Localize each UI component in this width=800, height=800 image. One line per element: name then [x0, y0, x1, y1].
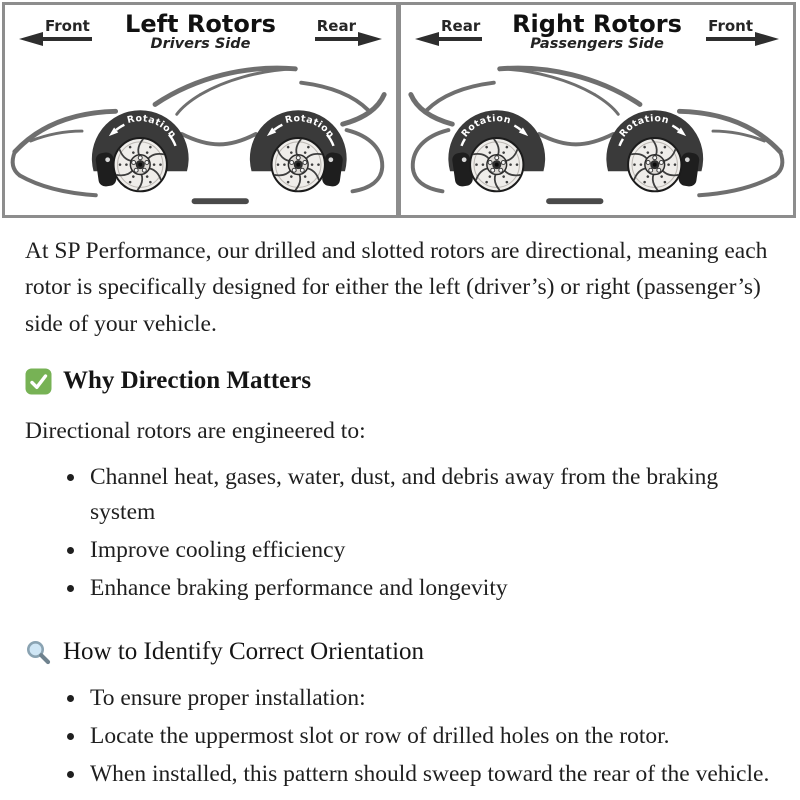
front-direction-label	[19, 18, 92, 41]
intro-paragraph: At SP Performance, our drilled and slotted rotors are directional, meaning each rotor is specifically designed for either the left (driver’s) or right (passenger’s) side of your vehicle.	[25, 238, 768, 337]
benefits-list	[25, 460, 776, 605]
section-title: Why Direction Matters	[63, 367, 312, 395]
direction-label-text: Front	[706, 18, 755, 41]
list-item: • To ensure proper installation:	[87, 681, 776, 716]
panel-title: Left Rotors	[125, 10, 276, 38]
panel-title: Right Rotors	[512, 10, 682, 38]
article-body	[0, 233, 800, 792]
list-item: • Enhance braking performance and longevity	[87, 571, 776, 606]
section-heading-why-direction-matters	[25, 367, 776, 395]
right-car-illustration	[401, 57, 790, 215]
direction-label-text: Rear	[315, 18, 358, 41]
left-car-illustration	[5, 57, 394, 215]
right-panel-header	[401, 5, 793, 57]
right-arrow-icon	[358, 32, 382, 46]
orientation-steps-list	[25, 681, 776, 791]
right-arrow-icon	[755, 32, 779, 46]
left-arrow-icon	[415, 32, 439, 46]
section-heading-identify-orientation	[25, 638, 776, 666]
panel-subtitle: Drivers Side	[150, 36, 251, 53]
rear-direction-label	[315, 18, 382, 41]
rear-direction-label	[415, 18, 482, 41]
left-rotors-panel	[2, 2, 399, 218]
check-mark-button-emoji-icon	[25, 368, 52, 395]
section-lead: Directional rotors are engineered to:	[25, 418, 366, 445]
list-item: • Locate the uppermost slot or row of drilled holes on the rotor.	[87, 719, 776, 754]
direction-label-text: Rear	[439, 18, 482, 41]
direction-label-text: Front	[43, 18, 92, 41]
right-rotors-panel	[399, 2, 796, 218]
panel-subtitle: Passengers Side	[530, 36, 664, 53]
rotor-direction-figure	[0, 0, 800, 218]
list-item: • When installed, this pattern should sweep toward the rear of the vehicle.	[87, 757, 776, 792]
list-item: • Channel heat, gases, water, dust, and debris away from the braking system	[87, 460, 776, 530]
section-title: How to Identify Correct Orientation	[63, 638, 425, 666]
front-direction-label	[706, 18, 779, 41]
left-arrow-icon	[19, 32, 43, 46]
list-item: • Improve cooling efficiency	[87, 533, 776, 568]
magnifying-glass-emoji-icon	[25, 639, 52, 666]
left-panel-header	[5, 5, 396, 57]
